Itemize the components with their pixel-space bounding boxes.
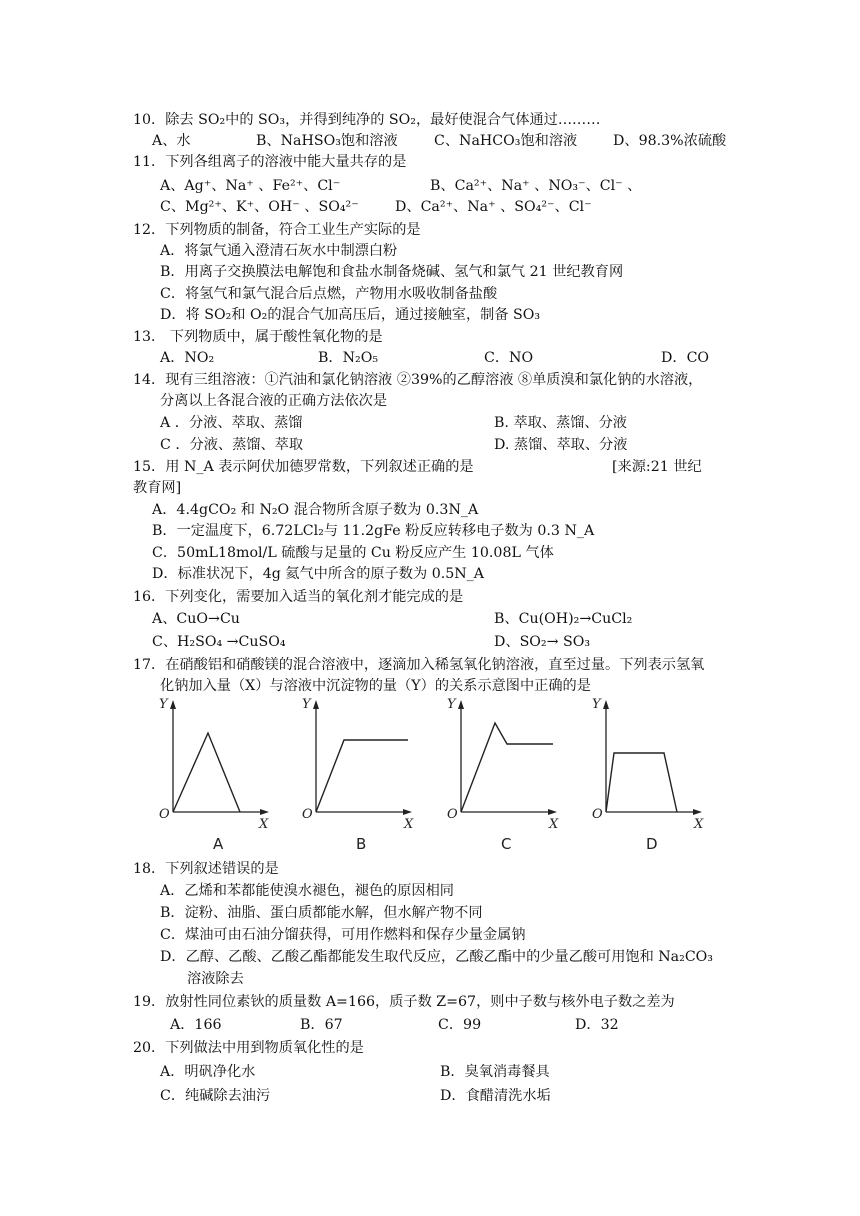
question-14-option-b: B. 萃取、蒸馏、分液 bbox=[494, 415, 627, 431]
x-axis-arrow bbox=[548, 809, 557, 815]
y-axis-arrow bbox=[603, 700, 609, 709]
question-16-option-a: A、CuO→Cu bbox=[152, 611, 240, 627]
y-label: Y bbox=[302, 697, 311, 712]
y-axis-arrow bbox=[458, 700, 464, 709]
question-10-option-b: B、NaHSO₃饱和溶液 bbox=[256, 133, 398, 149]
question-20-option-a: A．明矾净化水 bbox=[160, 1064, 256, 1080]
question-12-stem: 12．下列物质的制备，符合工业生产实际的是 bbox=[133, 222, 421, 238]
graph-a-curve bbox=[173, 733, 240, 812]
question-12-option-d: D．将 SO₂和 O₂的混合气加高压后，通过接触室，制备 SO₃ bbox=[160, 307, 541, 323]
question-17-stem: 17．在硝酸铝和硝酸镁的混合溶液中，逐滴加入稀氢氧化钠溶液，直至过量。下列表示氢氧 bbox=[133, 657, 705, 673]
x-label: X bbox=[404, 817, 414, 832]
x-axis-arrow bbox=[403, 809, 412, 815]
question-20-stem: 20．下列做法中用到物质氧化性的是 bbox=[133, 1040, 364, 1056]
question-13-stem: 13． 下列物质中，属于酸性氧化物的是 bbox=[133, 329, 383, 345]
question-14-stem: 14．现有三组溶液：①汽油和氯化钠溶液 ②39%的乙醇溶液 ⑧单质溴和氯化钠的水溶液， bbox=[133, 372, 703, 388]
question-16-option-c: C、H₂SO₄ →CuSO₄ bbox=[152, 634, 286, 650]
origin-label: O bbox=[159, 807, 170, 822]
question-19-option-d: D．32 bbox=[575, 1017, 619, 1033]
question-18-stem: 18．下列叙述错误的是 bbox=[133, 861, 279, 877]
graph-c-caption: C bbox=[501, 835, 512, 853]
question-20-option-d: D．食醋清洗水垢 bbox=[440, 1088, 551, 1104]
graph-a bbox=[155, 696, 280, 856]
question-16-option-d: D、SO₂→ SO₃ bbox=[494, 634, 591, 650]
question-15-option-d: D．标准状况下，4g 氦气中所含的原子数为 0.5N_A bbox=[152, 566, 485, 582]
question-15-stem: 15．用 N_A 表示阿伏加德罗常数，下列叙述正确的是 bbox=[133, 459, 474, 475]
question-13-option-a: A．NO₂ bbox=[160, 350, 215, 366]
question-15-option-c: C．50mL18mol/L 硫酸与足量的 Cu 粉反应产生 10.08L 气体 bbox=[152, 545, 554, 561]
graph-d bbox=[588, 696, 713, 856]
question-14-option-c: C ．分液、蒸馏、萃取 bbox=[160, 437, 304, 453]
question-18-option-b: B．淀粉、油脂、蛋白质都能水解，但水解产物不同 bbox=[160, 905, 483, 921]
graph-b-caption: B bbox=[356, 835, 367, 853]
y-label: Y bbox=[447, 697, 456, 712]
x-axis-arrow bbox=[693, 809, 702, 815]
x-label: X bbox=[694, 817, 704, 832]
question-13-option-c: C．NO bbox=[484, 350, 534, 366]
question-19-option-b: B．67 bbox=[300, 1017, 343, 1033]
question-11-option-d: D、Ca²⁺、Na⁺ 、SO₄²⁻、Cl⁻ bbox=[395, 199, 592, 215]
question-15-source: [来源:21 世纪 bbox=[612, 459, 702, 475]
graph-b bbox=[298, 696, 423, 856]
question-10-option-a: A、水 bbox=[152, 133, 191, 149]
question-16-option-b: B、Cu(OH)₂→CuCl₂ bbox=[494, 611, 633, 627]
question-11-option-b: B、Ca²⁺、Na⁺ 、NO₃⁻、Cl⁻ 、 bbox=[430, 178, 642, 194]
graph-d-caption: D bbox=[646, 835, 658, 853]
question-19-stem: 19．放射性同位素钬的质量数 A=166，质子数 Z=67，则中子数与核外电子数之差为 bbox=[133, 994, 675, 1010]
question-15-source-continued: 教育网] bbox=[133, 480, 182, 496]
x-axis-arrow bbox=[260, 809, 269, 815]
question-14-option-a: A ．分液、萃取、蒸馏 bbox=[160, 415, 303, 431]
question-13-option-b: B．N₂O₅ bbox=[318, 350, 379, 366]
question-18-option-c: C．煤油可由石油分馏获得，可用作燃料和保存少量金属钠 bbox=[160, 927, 526, 943]
question-10-option-d: D、98.3%浓硫酸 bbox=[613, 133, 727, 149]
question-12-option-a: A．将氯气通入澄清石灰水中制漂白粉 bbox=[160, 243, 398, 259]
graph-c bbox=[443, 696, 568, 856]
question-13-option-d: D．CO bbox=[661, 350, 710, 366]
graph-c-curve bbox=[461, 723, 553, 812]
question-20-option-b: B．臭氧消毒餐具 bbox=[440, 1064, 550, 1080]
y-label: Y bbox=[592, 697, 601, 712]
graph-d-curve bbox=[606, 753, 677, 812]
question-14-option-d: D. 蒸馏、萃取、分液 bbox=[494, 437, 628, 453]
origin-label: O bbox=[447, 807, 458, 822]
question-11-option-c: C、Mg²⁺、K⁺、OH⁻ 、SO₄²⁻ bbox=[160, 199, 359, 215]
question-14-stem-continued: 分离以上各混合液的正确方法依次是 bbox=[160, 393, 388, 409]
y-axis-arrow bbox=[170, 700, 176, 709]
question-15-option-a: A．4.4gCO₂ 和 N₂O 混合物所含原子数为 0.3N_A bbox=[152, 502, 479, 518]
question-20-option-c: C．纯碱除去油污 bbox=[160, 1088, 271, 1104]
question-12-option-c: C．将氢气和氯气混合后点燃，产物用水吸收制备盐酸 bbox=[160, 286, 498, 302]
question-17-stem-continued: 化钠加入量（X）与溶液中沉淀物的量（Y）的关系示意图中正确的是 bbox=[160, 678, 591, 694]
x-label: X bbox=[259, 817, 269, 832]
question-10-option-c: C、NaHCO₃饱和溶液 bbox=[434, 133, 578, 149]
y-axis-arrow bbox=[313, 700, 319, 709]
x-label: X bbox=[549, 817, 559, 832]
question-10-stem: 10．除去 SO₂中的 SO₃，并得到纯净的 SO₂，最好使混合气体通过……… bbox=[133, 112, 601, 128]
question-18-option-d: D．乙醇、乙酸、乙酸乙酯都能发生取代反应，乙酸乙酯中的少量乙酸可用饱和 Na₂CO₃ bbox=[160, 949, 713, 965]
question-11-stem: 11．下列各组离子的溶液中能大量共存的是 bbox=[133, 154, 407, 170]
origin-label: O bbox=[592, 807, 603, 822]
y-label: Y bbox=[159, 697, 168, 712]
graph-b-curve bbox=[316, 740, 408, 812]
question-19-option-c: C．99 bbox=[438, 1017, 482, 1033]
origin-label: O bbox=[302, 807, 313, 822]
question-11-option-a: A、Ag⁺、Na⁺ 、Fe²⁺、Cl⁻ bbox=[160, 178, 341, 194]
question-16-stem: 16．下列变化，需要加入适当的氧化剂才能完成的是 bbox=[133, 589, 464, 605]
question-18-option-a: A．乙烯和苯都能使溴水褪色，褪色的原因相同 bbox=[160, 883, 454, 899]
question-15-option-b: B．一定温度下，6.72LCl₂与 11.2gFe 粉反应转移电子数为 0.3 N_A bbox=[152, 523, 595, 539]
graph-a-caption: A bbox=[213, 835, 224, 853]
question-18-option-d-continued: 溶液除去 bbox=[187, 971, 244, 987]
question-12-option-b: B．用离子交换膜法电解饱和食盐水制备烧碱、氢气和氯气 21 世纪教育网 bbox=[160, 264, 624, 280]
question-19-option-a: A．166 bbox=[170, 1017, 222, 1033]
